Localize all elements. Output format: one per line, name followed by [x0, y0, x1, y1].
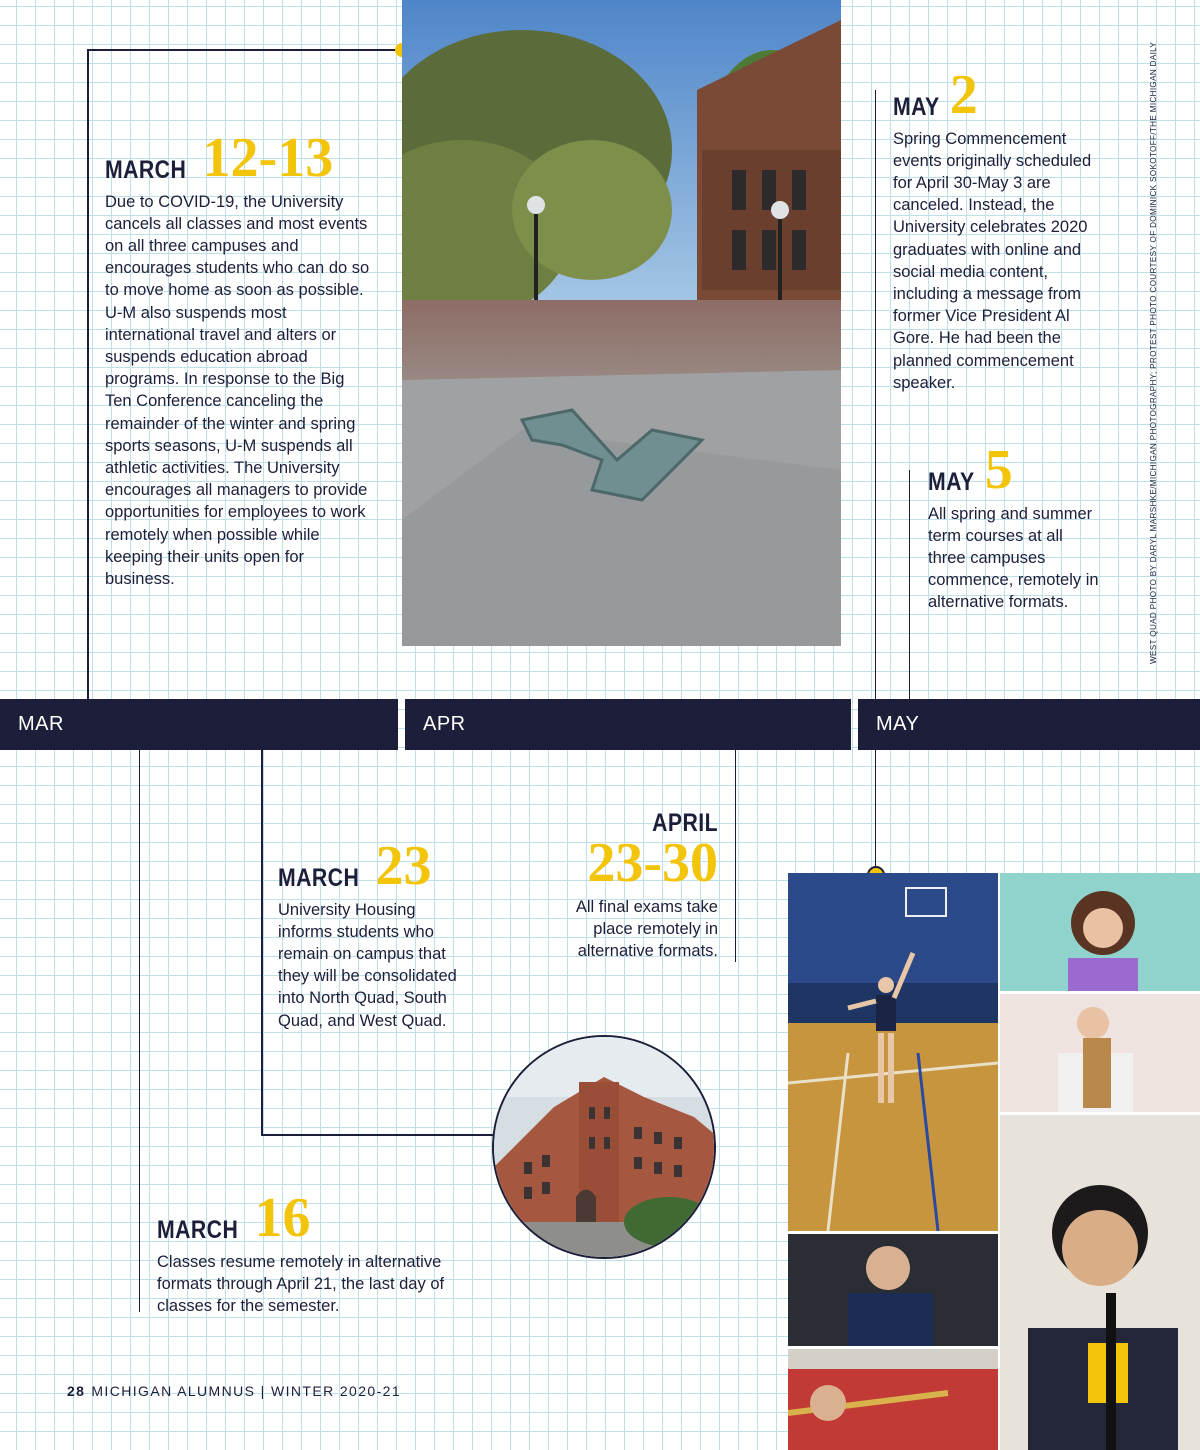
event-day: 5: [984, 439, 1013, 501]
month-bar-mar: MAR: [0, 699, 398, 750]
month-bar-may: MAY: [858, 699, 1200, 750]
connector-line: [261, 1134, 497, 1136]
month-bar-apr: APR: [405, 699, 851, 750]
event-march-16: [157, 1187, 462, 1317]
publication-title: MICHIGAN ALUMNUS | WINTER 2020-21: [91, 1383, 402, 1399]
video-collage: [788, 873, 1200, 1450]
event-month: MARCH: [278, 863, 360, 892]
event-april-23-30: [555, 811, 718, 962]
event-description: Spring Commencement events originally scheduled for April 30-May 3 are canceled. Instead, the University celebrates 2020 graduates with online and social media content, including a message from former Vice President Al Gore. He had been the planned commencement speaker.: [893, 129, 1092, 392]
connector-line: [261, 750, 263, 1136]
event-description: Classes resume remotely in alternative formats through April 21, the last day of classes for the semester.: [157, 1252, 445, 1315]
event-month: MAY: [893, 92, 940, 121]
residence-hall-photo: [492, 1035, 716, 1259]
connector-line: [87, 50, 89, 700]
event-may-2: [893, 64, 1108, 394]
event-description: University Housing informs students who remain on campus that they will be consolidated into North Quad, South Quad, and West Quad.: [278, 900, 457, 1030]
connector-line: [735, 750, 736, 962]
event-day: 23: [375, 835, 432, 897]
page-number: 28: [67, 1383, 86, 1399]
event-day: 2: [949, 64, 978, 126]
connector-line: [875, 90, 876, 700]
event-day: 12-13: [202, 127, 334, 189]
connector-line: [875, 750, 876, 870]
event-day: 23-30: [587, 832, 718, 894]
diag-photo: [402, 0, 841, 646]
photo-credit: WEST QUAD PHOTO BY DARYL MARSHKE/MICHIGAN PHOTOGRAPHY; PROTEST PHOTO COURTESY OF DOMINICK SOKOTOFF/THE MICHIGAN DAILY: [1149, 41, 1158, 664]
event-march-12-13: [105, 127, 370, 590]
event-description: All final exams take place remotely in alternative formats.: [575, 897, 718, 960]
event-may-5: [928, 439, 1103, 614]
event-month: MARCH: [157, 1215, 239, 1244]
connector-line: [139, 750, 140, 1312]
event-march-23: [278, 835, 463, 1032]
event-description: Due to COVID-19, the University cancels all classes and most events on all three campuses and encourages students who can do so to move home as soon as possible. U-M also suspends most international travel and alters or suspends education abroad programs. In response to the Big Ten Conference canceling the remainder of the winter and spring sports seasons, U-M suspends all athletic activities. The University encourages all managers to provide opportunities for employees to work remotely when possible while keeping their units open for business.: [105, 192, 370, 589]
connector-line: [87, 49, 403, 51]
event-description: All spring and summer term courses at all three campuses commence, remotely in alternative formats.: [928, 504, 1099, 612]
page-footer: [67, 1383, 401, 1399]
event-month: MAY: [928, 467, 975, 496]
event-month: MARCH: [105, 155, 187, 184]
connector-line: [909, 470, 910, 700]
event-day: 16: [254, 1187, 311, 1249]
event-month: APRIL: [652, 809, 718, 837]
